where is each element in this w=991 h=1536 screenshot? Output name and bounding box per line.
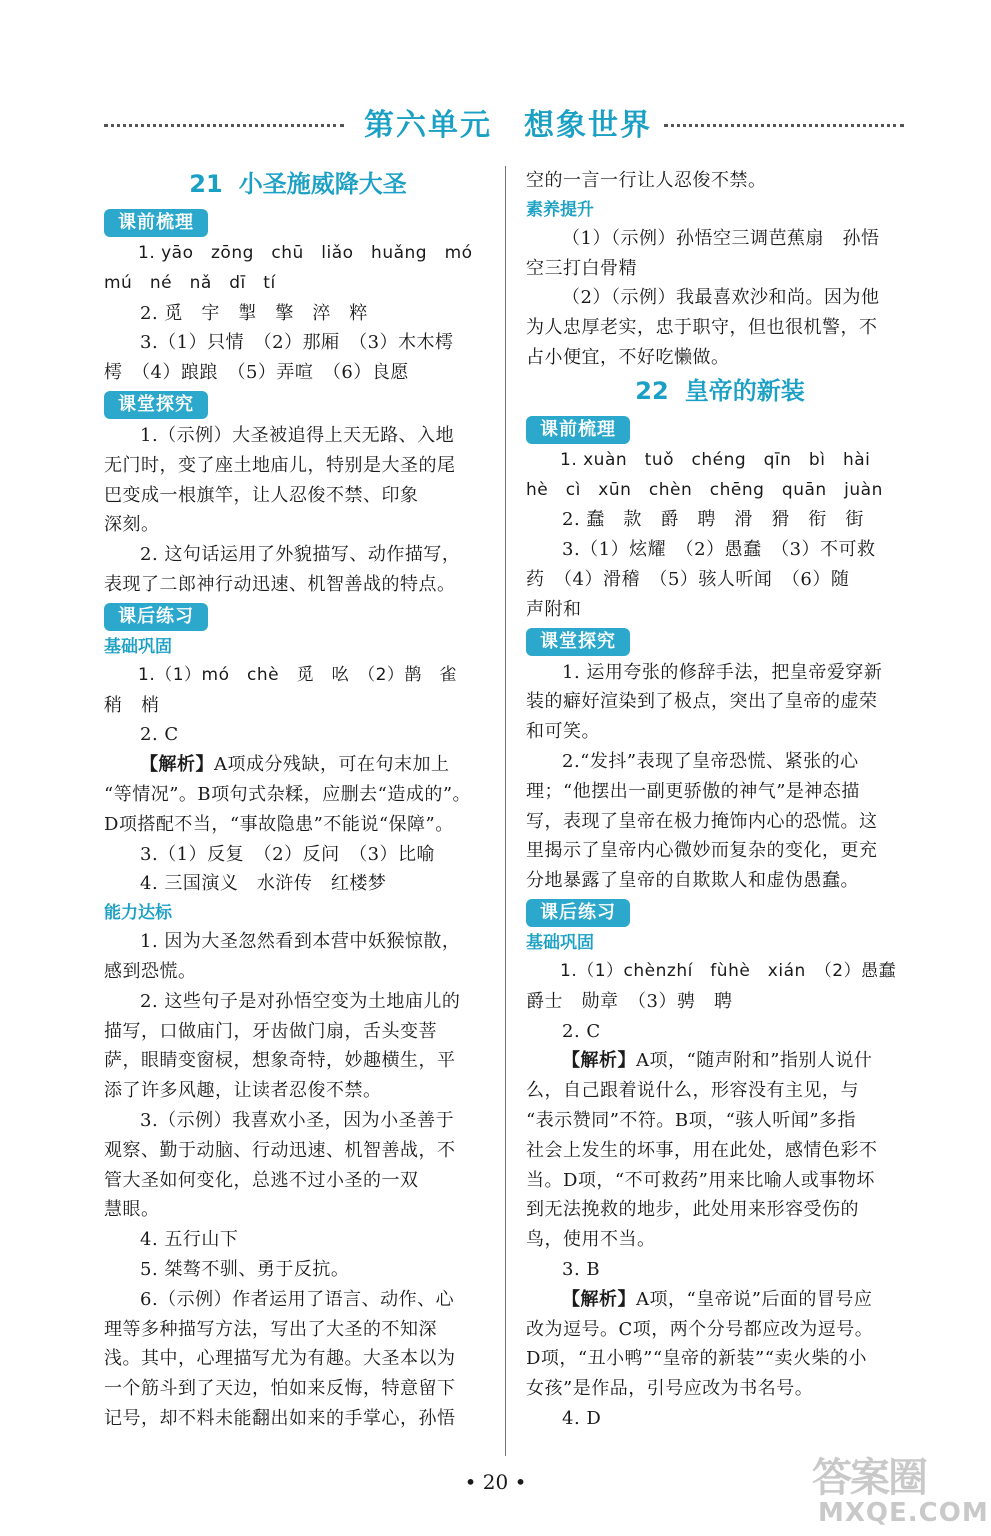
- basic-consolidation-heading: 基础巩固: [104, 636, 172, 657]
- answer-line: 表现了二郎神行动迅速、机智善战的特点。: [104, 573, 456, 595]
- answer-line: 4. 五行山下: [140, 1229, 239, 1251]
- answer-line: 声附和: [526, 598, 582, 620]
- answer-line: 占小便宜，不好吃懒做。: [526, 346, 730, 368]
- analysis-line: 当。D项，“不可救药”用来比喻人或事物坏: [526, 1169, 875, 1191]
- answer-line: 药 （4）滑稽 （5）骇人听闻 （6）随: [526, 568, 850, 590]
- answer-line: 里揭示了皇帝内心微妙而复杂的变化，更充: [526, 840, 878, 862]
- basic-consolidation-heading: 基础巩固: [526, 932, 594, 953]
- page-number: • 20 •: [464, 1470, 527, 1494]
- answer-line: 4. D: [562, 1407, 602, 1429]
- answer-line: 3.（1）反复 （2）反问 （3）比喻: [140, 843, 436, 865]
- after-class-badge: 课后练习: [104, 603, 208, 631]
- pre-class-badge: 课前梳理: [526, 416, 630, 444]
- analysis-tag: 【解析】: [140, 754, 214, 776]
- answer-line: （2）（示例）我最喜欢沙和尚。因为他: [562, 287, 880, 309]
- answer-line: （1）（示例）孙悟空三调芭蕉扇 孙悟: [562, 227, 880, 249]
- answer-line: 2. 这些句子是对孙悟空变为土地庙儿的: [140, 990, 461, 1012]
- answer-line: 3.（示例）我喜欢小圣，因为小圣善于: [140, 1109, 455, 1131]
- analysis-tag: 【解析】: [562, 1050, 636, 1072]
- after-class-badge: 课后练习: [526, 899, 630, 927]
- analysis-line: D项，“丑小鸭”“皇帝的新装”“卖火柴的小: [526, 1348, 867, 1370]
- analysis-line: [104, 750, 492, 780]
- answer-line: 1.（1）mó chè 觅 吆 （2）鹊 雀: [138, 664, 457, 685]
- lesson-22-title: [526, 373, 914, 409]
- answer-line: 2.“发抖”表现了皇帝恐慌、紧张的心: [562, 750, 859, 772]
- answer-line: 5. 桀骜不驯、勇于反抗。: [140, 1258, 350, 1280]
- answer-line: 浅。其中，心理描写尤为有趣。大圣本以为: [104, 1348, 456, 1370]
- analysis-line: 社会上发生的坏事，用在此处，感情色彩不: [526, 1139, 878, 1161]
- column-divider: [505, 166, 506, 1456]
- answer-line: 爵士 勋章 （3）骋 聘: [526, 990, 733, 1012]
- answer-line: 1. yāo zōng chū liǎo huǎng mó: [138, 243, 473, 263]
- answer-line: mú né nǎ dī tí: [104, 272, 276, 293]
- lesson-21-title: [104, 166, 492, 202]
- answer-line: 1. xuàn tuǒ chéng qīn bì hài: [560, 449, 871, 470]
- analysis-line: 鸟，使用不当。: [526, 1229, 656, 1251]
- answer-line: 写，表现了皇帝在极力掩饰内心的恐慌。这: [526, 810, 878, 832]
- answer-line: 为人忠厚老实，忠于职守，但也很机警，不: [526, 317, 878, 339]
- answer-line: 无门时，变了座土地庙儿，特别是大圣的尾: [104, 454, 456, 476]
- answer-line: 理等多种描写方法，写出了大圣的不知深: [104, 1318, 437, 1340]
- answer-line: 空三打白骨精: [526, 257, 637, 279]
- left-column: [104, 166, 492, 1434]
- analysis-line: 女孩”是作品，引号应改为书名号。: [526, 1378, 814, 1400]
- analysis-text: A项，“随声附和”指别人说什: [636, 1050, 873, 1072]
- answer-line: 2. 觅 宇 掣 擎 淬 粹: [140, 302, 368, 324]
- in-class-badge: 课堂探究: [526, 628, 630, 656]
- lesson-number: 22: [635, 376, 669, 405]
- lesson-number: 21: [189, 170, 223, 198]
- analysis-line: 到无法挽救的地步，此处用来形容受伤的: [526, 1199, 859, 1221]
- answer-line: 理；“他摆出一副更骄傲的神气”是神态描: [526, 780, 860, 802]
- answer-line: 深刻。: [104, 514, 160, 536]
- analysis-text: A项成分残缺，可在句末加上: [214, 754, 450, 776]
- answer-line: 萨，眼睛变窗棂，想象奇特，妙趣横生，平: [104, 1050, 456, 1072]
- unit-title: 第六单元 想象世界: [364, 108, 652, 143]
- lesson-name: 小圣施威降大圣: [238, 170, 407, 198]
- answer-line: 巴变成一根旗竿，让人忍俊不禁、印象: [104, 484, 419, 506]
- answer-line: 2. C: [562, 1020, 601, 1042]
- ability-heading: 能力达标: [104, 903, 172, 924]
- answer-line: 分地暴露了皇帝的自欺欺人和虚伪愚蠢。: [526, 870, 859, 892]
- answer-line: 观察、勤于动脑、行动迅速、机智善战，不: [104, 1139, 456, 1161]
- answer-line: 樗 （4）踉踉 （5）弄喧 （6）良愿: [104, 362, 409, 384]
- answer-line: 添了许多风趣，让读者忍俊不禁。: [104, 1080, 382, 1102]
- analysis-line: “等情况”。B项句式杂糅，应删去“造成的”。: [104, 783, 472, 805]
- answer-line: 1.（1）chènzhí fùhè xián （2）愚蠢: [560, 960, 897, 981]
- in-class-badge: 课堂探究: [104, 391, 208, 419]
- literacy-heading: 素养提升: [526, 199, 594, 220]
- answer-line: 3.（1）只情 （2）那厢 （3）木木樗: [140, 332, 454, 354]
- answer-line: 1. 运用夸张的修辞手法，把皇帝爱穿新: [562, 661, 883, 683]
- watermark-url: MXQE.COM: [818, 1498, 989, 1528]
- answer-line: 慧眼。: [104, 1199, 160, 1221]
- pre-class-badge: 课前梳理: [104, 209, 208, 237]
- answer-line: 和可笑。: [526, 721, 600, 743]
- analysis-line: “表示赞同”不符。B项，“骇人听闻”多指: [526, 1109, 857, 1131]
- right-column: [526, 166, 914, 1434]
- answer-line: 空的一言一行让人忍俊不禁。: [526, 170, 767, 191]
- unit-header: [104, 100, 904, 146]
- analysis-text: A项，“皇帝说”后面的冒号应: [636, 1288, 873, 1310]
- analysis-line: 么，自己跟着说什么，形容没有主见，与: [526, 1080, 859, 1102]
- answer-line: 6.（示例）作者运用了语言、动作、心: [140, 1288, 455, 1310]
- analysis-line: [526, 1046, 914, 1076]
- header-dots-left: [104, 124, 344, 127]
- answer-line: hè cì xūn chèn chēng quān juàn: [526, 479, 883, 500]
- lesson-name: 皇帝的新装: [684, 376, 805, 405]
- answer-line: 管大圣如何变化，总逃不过小圣的一双: [104, 1169, 419, 1191]
- header-dots-right: [664, 124, 904, 127]
- answer-line: 2. 蠢 款 爵 聘 滑 猾 衔 街: [562, 509, 864, 531]
- answer-line: 稍 梢: [104, 694, 160, 716]
- answer-line: 3.（1）炫耀 （2）愚蠢 （3）不可救: [562, 539, 876, 561]
- answer-line: 2. 这句话运用了外貌描写、动作描写，: [140, 544, 461, 566]
- answer-line: 描写，口做庙门，牙齿做门扇，舌头变菩: [104, 1020, 437, 1042]
- answer-line: 装的癖好渲染到了极点，突出了皇帝的虚荣: [526, 691, 878, 713]
- answer-line: 记号，却不料未能翻出如来的手掌心，孙悟: [104, 1407, 456, 1429]
- analysis-line: 改为逗号。C项，两个分号都应改为逗号。: [526, 1318, 874, 1340]
- answer-line: 一个筋斗到了天边，怕如来反悔，特意留下: [104, 1378, 456, 1400]
- analysis-tag: 【解析】: [562, 1288, 636, 1310]
- watermark-text: 答案圈: [812, 1455, 926, 1501]
- answer-line: 4. 三国演义 水浒传 红楼梦: [140, 873, 387, 895]
- answer-line: 2. C: [140, 724, 179, 746]
- answer-line: 3. B: [562, 1258, 601, 1280]
- answer-line: 感到恐慌。: [104, 960, 197, 982]
- watermark-logo: [812, 1446, 988, 1532]
- answer-line: 1. 因为大圣忽然看到本营中妖猴惊散，: [140, 931, 461, 953]
- answer-line: 1.（示例）大圣被追得上天无路、入地: [140, 424, 455, 446]
- analysis-line: D项搭配不当，“事故隐患”不能说“保障”。: [104, 813, 454, 835]
- analysis-line: [526, 1285, 914, 1315]
